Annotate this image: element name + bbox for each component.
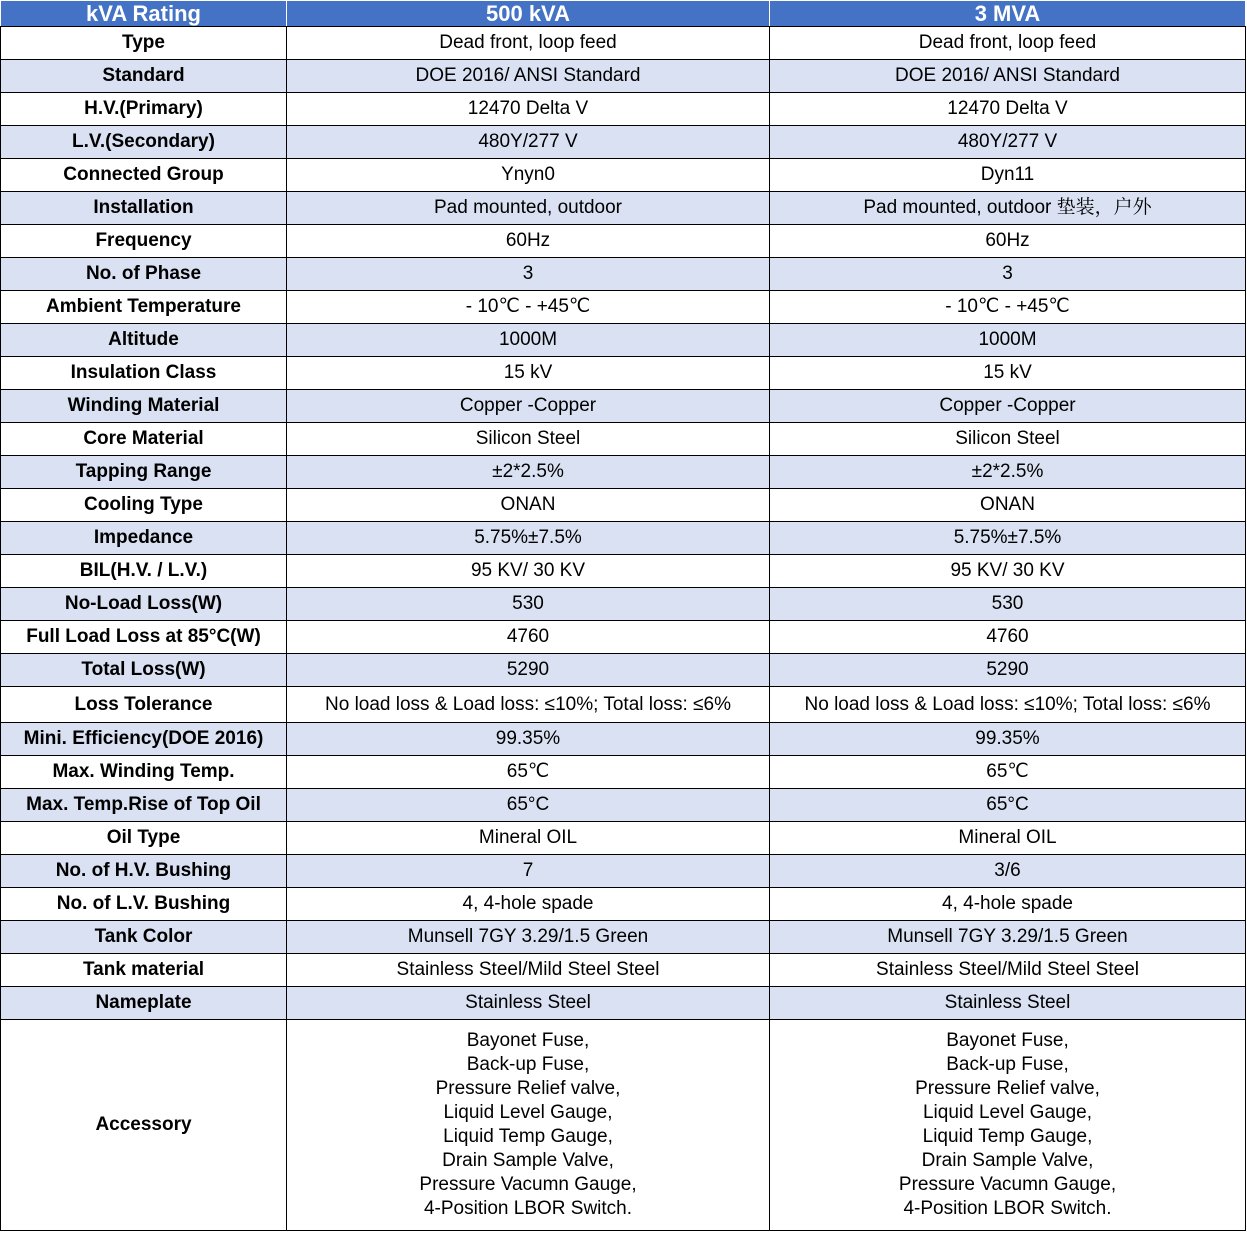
value-3mva: 530: [770, 588, 1246, 621]
accessory-item: Back-up Fuse,: [466, 1054, 590, 1075]
value-500kva: 65°C: [287, 789, 770, 822]
value-3mva: 4, 4-hole spade: [770, 888, 1246, 921]
value-3mva: Stainless Steel: [770, 987, 1246, 1020]
value-500kva: ±2*2.5%: [287, 456, 770, 489]
value-500kva: Stainless Steel: [287, 987, 770, 1020]
value-500kva: 60Hz: [287, 225, 770, 258]
value-3mva: 15 kV: [770, 357, 1246, 390]
value-3mva: Dead front, loop feed: [770, 27, 1246, 60]
table-row: [1, 60, 1246, 93]
value-3mva: 60Hz: [770, 225, 1246, 258]
table-row: [1, 855, 1246, 888]
table-row: [1, 27, 1246, 60]
table-body: [1, 27, 1246, 1231]
row-label: No-Load Loss(W): [1, 588, 287, 621]
header-row: [1, 1, 1246, 27]
accessory-item: Pressure Relief valve,: [435, 1078, 621, 1099]
table-row: [1, 126, 1246, 159]
value-500kva: Ynyn0: [287, 159, 770, 192]
table-row: [1, 756, 1246, 789]
value-3mva: Dyn11: [770, 159, 1246, 192]
value-3mva: Stainless Steel/Mild Steel Steel: [770, 954, 1246, 987]
table-row: [1, 987, 1246, 1020]
table-header: [1, 1, 1246, 27]
row-label: Core Material: [1, 423, 287, 456]
value-500kva: 5.75%±7.5%: [287, 522, 770, 555]
row-label: L.V.(Secondary): [1, 126, 287, 159]
row-label: Oil Type: [1, 822, 287, 855]
accessory-item: Drain Sample Valve,: [921, 1150, 1094, 1171]
value-500kva: 530: [287, 588, 770, 621]
row-label: Tapping Range: [1, 456, 287, 489]
row-label: BIL(H.V. / L.V.): [1, 555, 287, 588]
table-row: [1, 789, 1246, 822]
table-row: [1, 555, 1246, 588]
value-500kva: Copper -Copper: [287, 390, 770, 423]
table-row: [1, 588, 1246, 621]
value-500kva: 480Y/277 V: [287, 126, 770, 159]
value-3mva: 65°C: [770, 789, 1246, 822]
row-label: No. of H.V. Bushing: [1, 855, 287, 888]
value-500kva: DOE 2016/ ANSI Standard: [287, 60, 770, 93]
accessory-item: 4-Position LBOR Switch.: [423, 1198, 633, 1219]
value-500kva: 1000M: [287, 324, 770, 357]
row-label: H.V.(Primary): [1, 93, 287, 126]
value-500kva: - 10℃ - +45℃: [287, 291, 770, 324]
table-row: [1, 489, 1246, 522]
value-500kva: 65℃: [287, 756, 770, 789]
value-500kva: Mineral OIL: [287, 822, 770, 855]
row-label: Standard: [1, 60, 287, 93]
value-3mva: Pad mounted, outdoor 垫装，户外: [770, 192, 1246, 225]
value-500kva: Silicon Steel: [287, 423, 770, 456]
value-500kva: Stainless Steel/Mild Steel Steel: [287, 954, 770, 987]
value-500kva: Dead front, loop feed: [287, 27, 770, 60]
table-row: [1, 456, 1246, 489]
table-row: [1, 93, 1246, 126]
row-label: Impedance: [1, 522, 287, 555]
accessory-item: Pressure Relief valve,: [915, 1078, 1100, 1099]
row-label: Tank Color: [1, 921, 287, 954]
table-row: [1, 621, 1246, 654]
accessory-item: Liquid Temp Gauge,: [443, 1126, 613, 1147]
accessory-list-3mva: [770, 1020, 1246, 1231]
row-label: Ambient Temperature: [1, 291, 287, 324]
table-row: [1, 423, 1246, 456]
value-500kva: 12470 Delta V: [287, 93, 770, 126]
table-row: [1, 822, 1246, 855]
accessory-item: Liquid Level Gauge,: [922, 1102, 1092, 1123]
accessory-item: Pressure Vacumn Gauge,: [898, 1174, 1117, 1195]
row-label: Nameplate: [1, 987, 287, 1020]
value-500kva: 4, 4-hole spade: [287, 888, 770, 921]
value-3mva: 5.75%±7.5%: [770, 522, 1246, 555]
accessory-item: Drain Sample Valve,: [442, 1150, 614, 1171]
accessory-item: Pressure Vacumn Gauge,: [419, 1174, 637, 1195]
table-row: [1, 159, 1246, 192]
row-label: Altitude: [1, 324, 287, 357]
table-row: [1, 921, 1246, 954]
value-3mva: 65℃: [770, 756, 1246, 789]
value-3mva: Mineral OIL: [770, 822, 1246, 855]
row-label: Type: [1, 27, 287, 60]
row-label: Winding Material: [1, 390, 287, 423]
accessory-list-500kva: [287, 1020, 770, 1231]
value-3mva: No load loss & Load loss: ≤10%; Total loss: ≤6%: [770, 687, 1246, 723]
row-label: Accessory: [1, 1020, 287, 1231]
row-label: Installation: [1, 192, 287, 225]
value-3mva: 480Y/277 V: [770, 126, 1246, 159]
value-3mva: Munsell 7GY 3.29/1.5 Green: [770, 921, 1246, 954]
value-3mva: Silicon Steel: [770, 423, 1246, 456]
accessory-item: Liquid Level Gauge,: [443, 1102, 613, 1123]
table-row: [1, 522, 1246, 555]
value-3mva: 12470 Delta V: [770, 93, 1246, 126]
row-label: No. of Phase: [1, 258, 287, 291]
accessory-item: Bayonet Fuse,: [946, 1030, 1069, 1051]
table-row: [1, 654, 1246, 687]
row-label: Insulation Class: [1, 357, 287, 390]
table-row: [1, 357, 1246, 390]
row-label: Max. Temp.Rise of Top Oil: [1, 789, 287, 822]
table-row: [1, 225, 1246, 258]
accessory-item: 4-Position LBOR Switch.: [903, 1198, 1112, 1219]
header-500kva: 500 kVA: [287, 1, 770, 27]
table-row: [1, 324, 1246, 357]
row-label: Max. Winding Temp.: [1, 756, 287, 789]
table-row: [1, 291, 1246, 324]
value-3mva: 99.35%: [770, 723, 1246, 756]
header-3mva: 3 MVA: [770, 1, 1246, 27]
row-label: Loss Tolerance: [1, 687, 287, 723]
value-500kva: 3: [287, 258, 770, 291]
table-row: [1, 192, 1246, 225]
value-500kva: 5290: [287, 654, 770, 687]
value-500kva: 99.35%: [287, 723, 770, 756]
value-3mva: 95 KV/ 30 KV: [770, 555, 1246, 588]
table-row: [1, 390, 1246, 423]
table-row: [1, 954, 1246, 987]
value-500kva: 95 KV/ 30 KV: [287, 555, 770, 588]
value-500kva: 4760: [287, 621, 770, 654]
value-500kva: No load loss & Load loss: ≤10%; Total loss: ≤6%: [287, 687, 770, 723]
row-label: Full Load Loss at 85°C(W): [1, 621, 287, 654]
value-3mva: 5290: [770, 654, 1246, 687]
accessory-row: [1, 1020, 1246, 1231]
value-500kva: ONAN: [287, 489, 770, 522]
table-row: [1, 723, 1246, 756]
value-3mva: 3/6: [770, 855, 1246, 888]
row-label: Total Loss(W): [1, 654, 287, 687]
table-row: [1, 258, 1246, 291]
table-row: [1, 687, 1246, 723]
accessory-item: Liquid Temp Gauge,: [922, 1126, 1093, 1147]
header-kva-rating: kVA Rating: [1, 1, 287, 27]
value-3mva: DOE 2016/ ANSI Standard: [770, 60, 1246, 93]
value-3mva: ONAN: [770, 489, 1246, 522]
value-500kva: Pad mounted, outdoor: [287, 192, 770, 225]
value-3mva: - 10℃ - +45℃: [770, 291, 1246, 324]
row-label: Frequency: [1, 225, 287, 258]
value-3mva: 4760: [770, 621, 1246, 654]
value-500kva: 15 kV: [287, 357, 770, 390]
value-3mva: Copper -Copper: [770, 390, 1246, 423]
row-label: Connected Group: [1, 159, 287, 192]
value-3mva: 3: [770, 258, 1246, 291]
value-3mva: ±2*2.5%: [770, 456, 1246, 489]
row-label: Cooling Type: [1, 489, 287, 522]
row-label: Mini. Efficiency(DOE 2016): [1, 723, 287, 756]
accessory-item: Back-up Fuse,: [946, 1054, 1069, 1075]
row-label: Tank material: [1, 954, 287, 987]
value-500kva: 7: [287, 855, 770, 888]
row-label: No. of L.V. Bushing: [1, 888, 287, 921]
accessory-item: Bayonet Fuse,: [466, 1030, 590, 1051]
value-3mva: 1000M: [770, 324, 1246, 357]
value-500kva: Munsell 7GY 3.29/1.5 Green: [287, 921, 770, 954]
table-row: [1, 888, 1246, 921]
